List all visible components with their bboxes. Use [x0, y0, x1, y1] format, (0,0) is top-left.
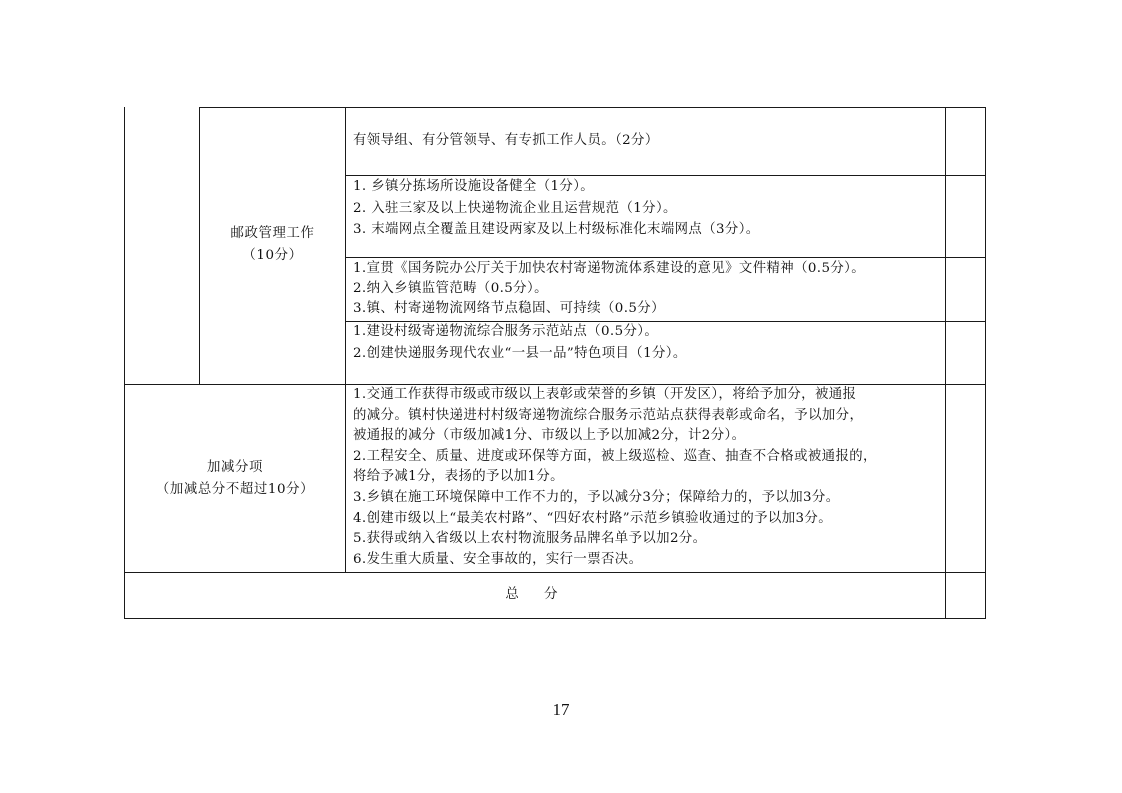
item-line: 3.镇、村寄递物流网络节点稳固、可持续（0.5分） [353, 301, 665, 316]
bonus-category-label [125, 457, 345, 501]
rule-postal-2-bottom [345, 257, 986, 258]
rule-line: 5.获得或纳入省级以上农村物流服务品牌名单予以加2分。 [353, 531, 707, 547]
total-label: 总 分 [505, 587, 564, 602]
postal-item-4 [353, 321, 687, 364]
rule-score-left [945, 107, 946, 619]
page-number: 17 [552, 700, 570, 719]
item-line: 3. 末端网点全覆盖且建设两家及以上村级标准化末端网点（3分）。 [353, 222, 760, 237]
rule-line: 的减分。镇村快递进村村级寄递物流综合服务示范站点获得表彰或命名，予以加分， [353, 407, 864, 423]
item-line: 2.创建快递服务现代农业“一县一品”特色项目（1分）。 [353, 345, 687, 361]
bonus-note: （加减总分不超过10分） [155, 482, 315, 497]
rule-left-edge [124, 107, 125, 619]
rule-line: 4.创建市级以上“最美农村路”、“四好农村路”示范乡镇验收通过的予以加3分。 [353, 510, 832, 526]
rule-right-edge [985, 107, 986, 619]
item-line: 2.纳入乡镇监管范畴（0.5分）。 [353, 281, 548, 296]
rule-line: 3.乡镇在施工环境保障中工作不力的，予以减分3分；保障给力的，予以加3分。 [353, 489, 840, 505]
rule-line: 被通报的减分（市级加减1分、市级以上予以加减2分，计2分）。 [353, 428, 746, 444]
rule-line: 2.工程安全、质量、进度或环保等方面，被上级巡检、巡查、抽查不合格或被通报的， [353, 448, 877, 464]
rule-line: 6.发生重大质量、安全事故的，实行一票否决。 [353, 551, 643, 567]
postal-category-label [200, 223, 345, 267]
rule-line: 将给予减1分，表扬的予以加1分。 [353, 469, 564, 485]
rule-table-bottom [124, 618, 986, 619]
postal-item-1 [353, 130, 659, 152]
item-line: 2. 入驻三家及以上快递物流企业且运营规范（1分）。 [353, 200, 677, 216]
bonus-label: 加减分项 [207, 460, 263, 475]
item-line: 有领导组、有分管领导、有专抓工作人员。（2分） [353, 133, 659, 148]
item-line: 1.建设村级寄递物流综合服务示范站点（0.5分）。 [353, 324, 659, 339]
item-line: 1. 乡镇分拣场所设施设备健全（1分）。 [353, 179, 595, 194]
postal-item-2 [353, 176, 760, 241]
postal-score: （10分） [242, 248, 303, 263]
item-line: 1.宣贯《国务院办公厅关于加快农村寄递物流体系建设的意见》文件精神（0.5分）。 [353, 261, 866, 276]
rule-postal-top [199, 107, 986, 108]
postal-label: 邮政管理工作 [230, 226, 315, 241]
postal-item-3 [353, 259, 865, 319]
rule-line: 1.交通工作获得市级或市级以上表彰或荣誉的乡镇（开发区），将给予加分，被通报 [353, 387, 857, 402]
rule-bonus-bottom [124, 572, 986, 573]
bonus-rules [353, 385, 877, 570]
rule-content-left [345, 107, 346, 573]
